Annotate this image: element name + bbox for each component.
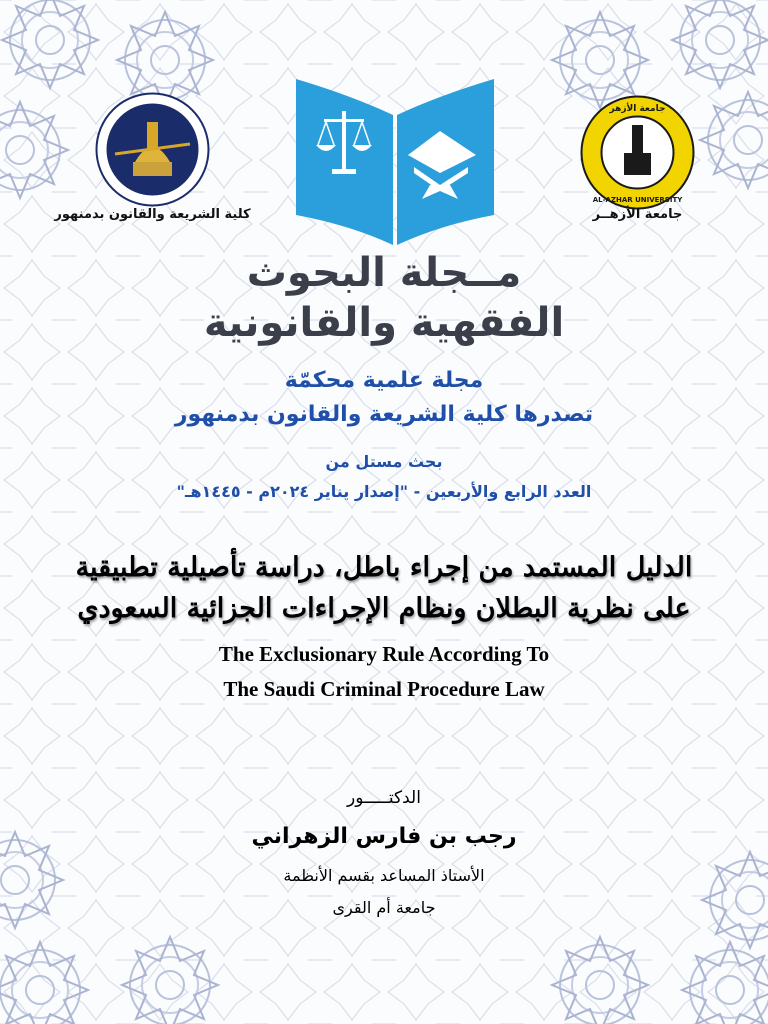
offprint-label: بحث مستل من xyxy=(325,452,443,471)
journal-logo xyxy=(290,75,500,250)
paper-title-en-line2: The Saudi Criminal Procedure Law xyxy=(223,677,545,701)
author-university: جامعة أم القرى xyxy=(332,898,436,917)
left-college-seal-icon xyxy=(95,92,210,207)
journal-publisher: تصدرها كلية الشريعة والقانون بدمنهور xyxy=(174,402,594,427)
paper-title-en-line1: The Exclusionary Rule According To xyxy=(218,642,550,666)
author-position: الأستاذ المساعد بقسم الأنظمة xyxy=(283,866,485,885)
seal-text-bottom: AL-AZHAR UNIVERSITY xyxy=(592,196,683,204)
journal-name-line1: مــجلة البحوث xyxy=(246,250,522,296)
author-label: الدكتـــــور xyxy=(347,788,421,808)
seal-text-top: جامعة الأزهر xyxy=(609,104,666,114)
al-azhar-logo xyxy=(580,95,695,210)
paper-title-ar-line1: الدليل المستمد من إجراء باطل، دراسة تأصيلية تطبيقية xyxy=(75,552,693,583)
left-logo-caption: كلية الشريعة والقانون بدمنهور xyxy=(54,207,251,222)
issue-label: العدد الرابع والأربعين - "إصدار يناير ٢٠٢٤م - ١٤٤٥هـ" xyxy=(176,482,592,501)
al-azhar-seal-icon xyxy=(580,95,695,210)
left-college-logo xyxy=(95,92,210,207)
paper-title-ar-line2: على نظرية البطلان ونظام الإجراءات الجزائية السعودي xyxy=(77,593,691,624)
journal-subtitle: مجلة علمية محكمّة xyxy=(284,368,484,393)
journal-name-line2: الفقهية والقانونية xyxy=(203,300,565,346)
right-logo-caption: جامعة الأزهــر xyxy=(592,207,683,222)
author-name: رجب بن فارس الزهراني xyxy=(251,824,517,849)
